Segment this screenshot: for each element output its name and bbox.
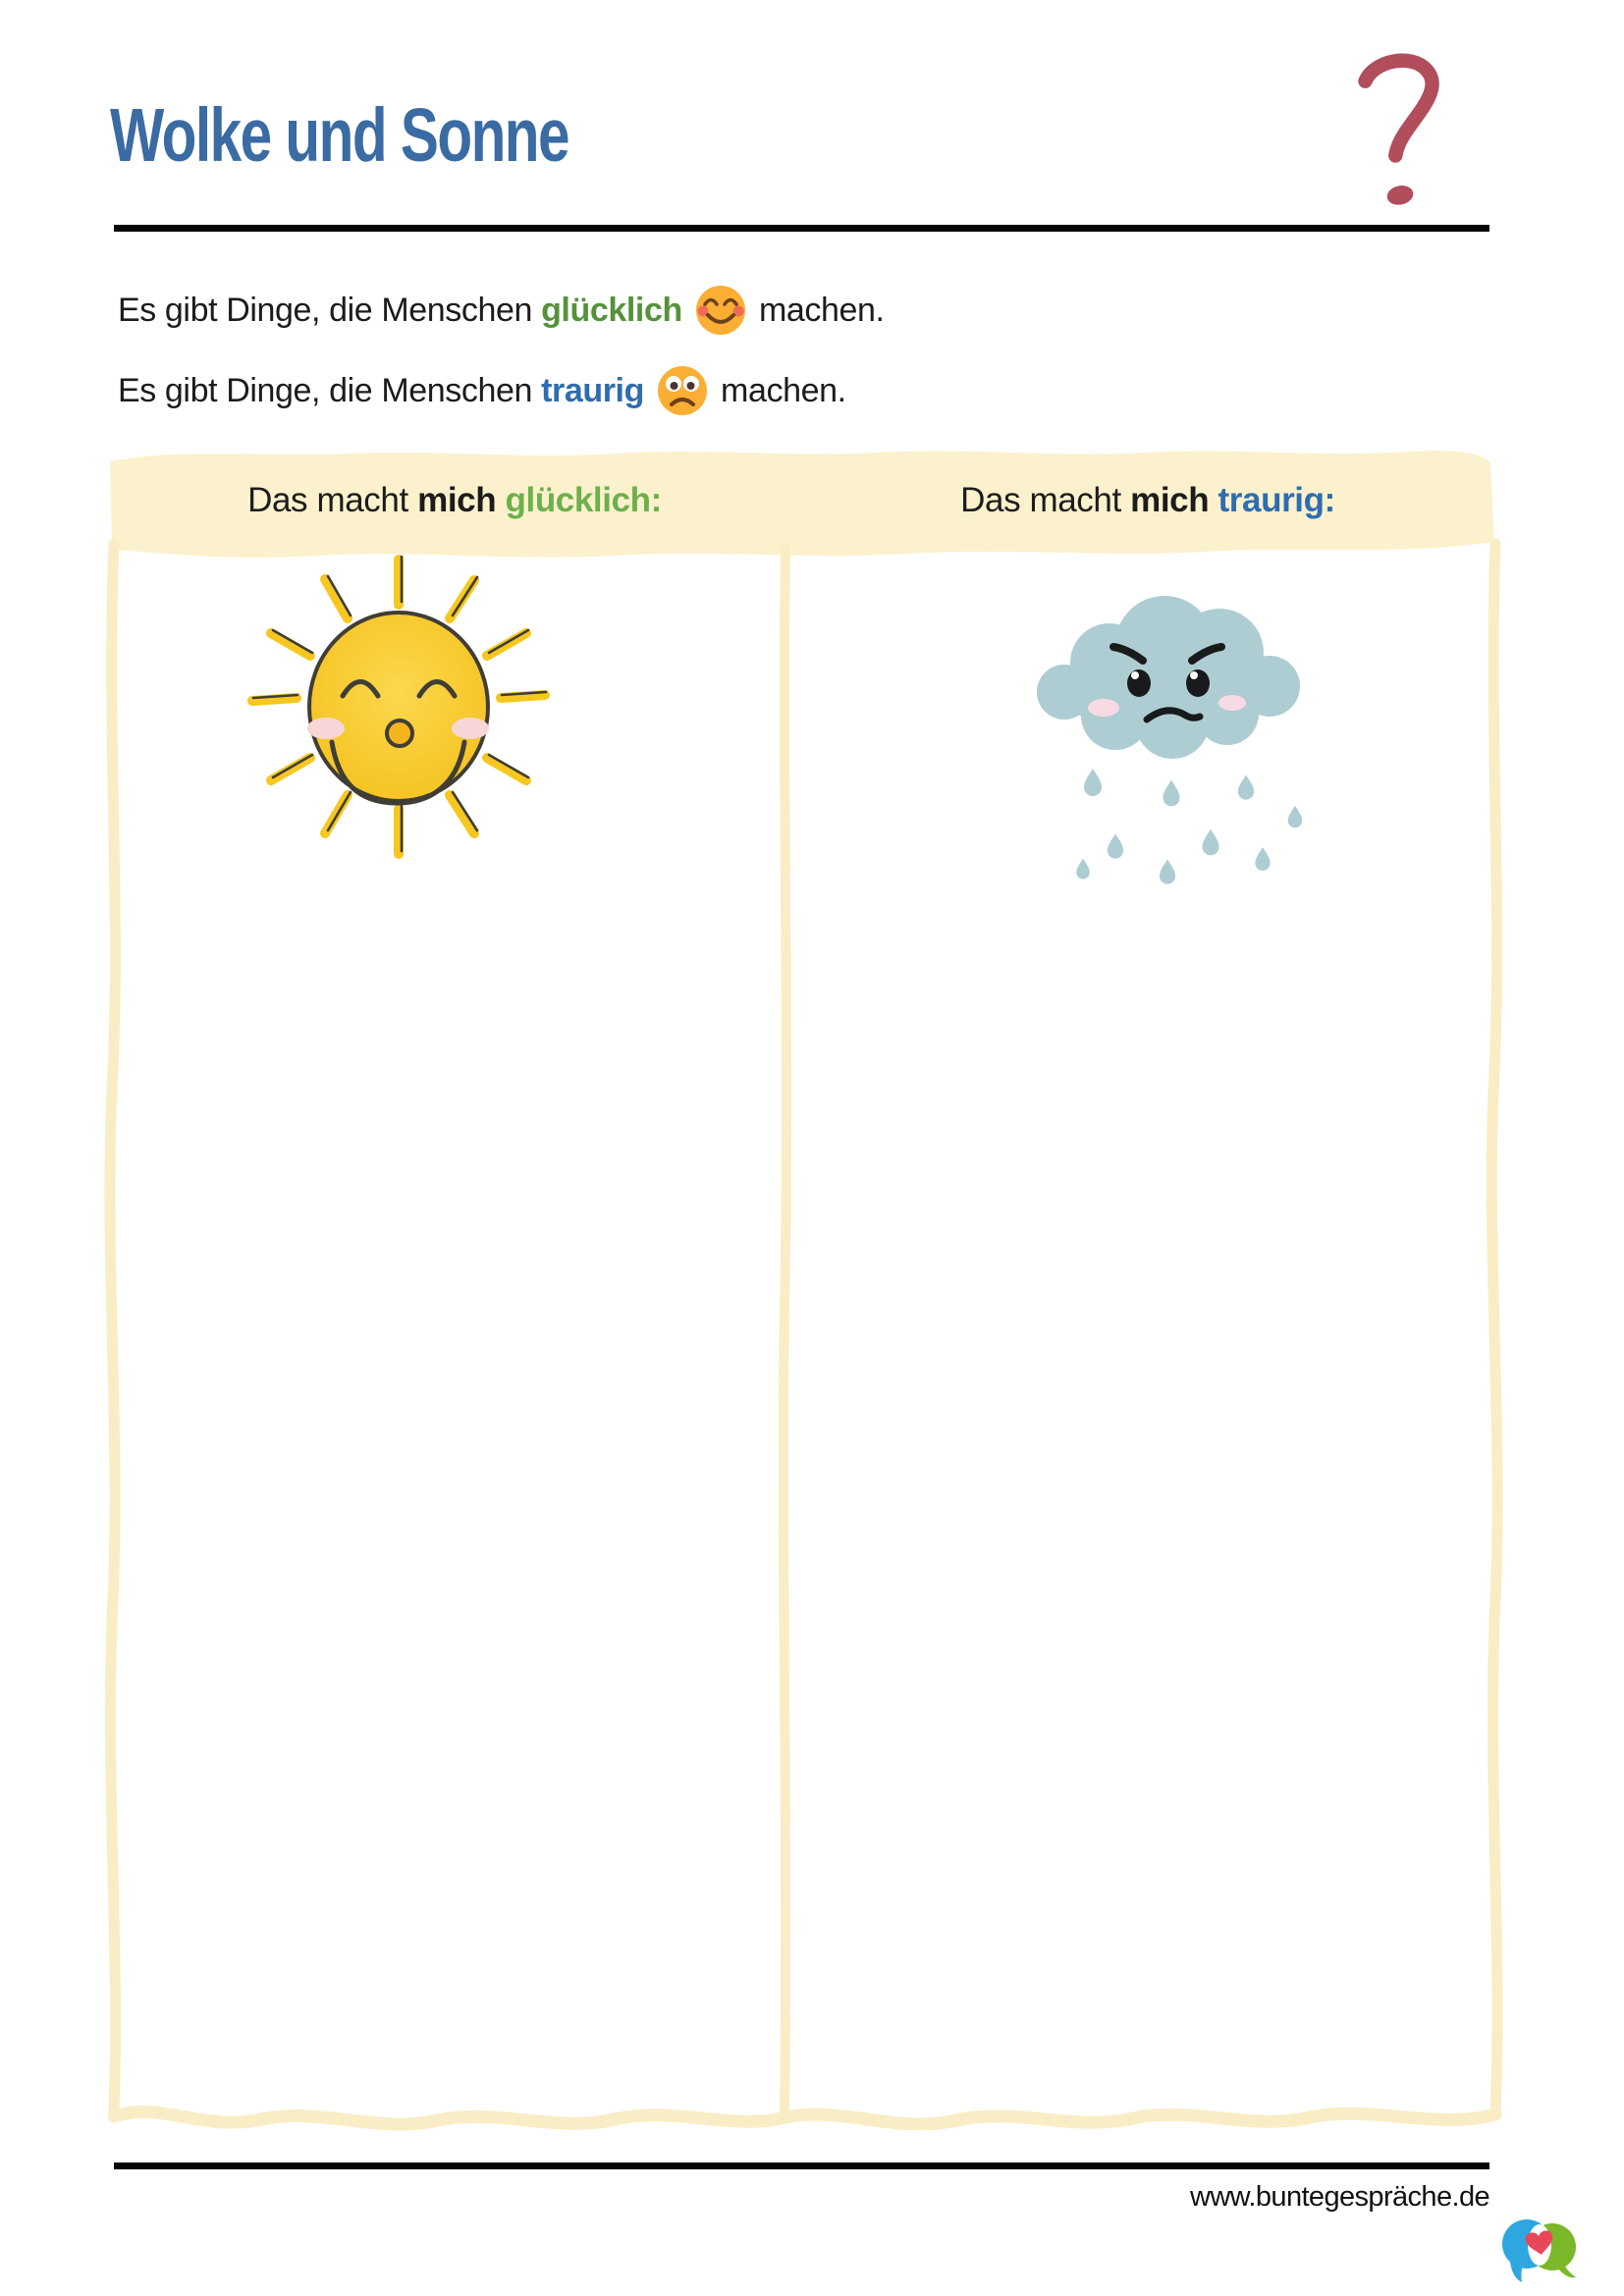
page-title: Wolke und Sonne [110,93,569,178]
intro-sad-prefix: Es gibt Dinge, die Menschen [118,372,542,409]
intro-line-happy [118,283,885,338]
frowning-face-emoji-icon [657,365,708,416]
brand-logo-icon [1498,2213,1583,2293]
happy-header-word: glücklich: [505,481,662,519]
worksheet-table [94,442,1508,2140]
raindrops [1076,769,1302,884]
rain-cloud-illustration [1017,564,1312,888]
sun-illustration [212,552,585,861]
sad-header-prefix: Das macht [960,481,1131,519]
header-rule [114,225,1489,232]
website-link[interactable]: www.buntegespräche.de [1190,2181,1489,2213]
intro-section [118,283,885,418]
happy-header-prefix: Das macht [247,481,418,519]
intro-sad-suffix: machen. [721,372,846,409]
sad-header-word: traurig: [1218,481,1335,519]
table-header-row [108,452,1494,550]
question-mark-icon [1353,45,1447,220]
intro-line-sad [118,363,885,418]
intro-happy-suffix: machen. [758,292,885,329]
smiling-face-emoji-icon [695,285,746,336]
footer-rule [114,2163,1489,2169]
sad-word: traurig [541,372,644,409]
happy-header-bold: mich [417,481,506,519]
happy-word: glücklich [541,292,682,329]
happy-column-header [108,452,801,550]
sad-column-header [801,452,1494,550]
intro-happy-prefix: Es gibt Dinge, die Menschen [118,292,542,329]
sad-header-bold: mich [1130,481,1218,519]
